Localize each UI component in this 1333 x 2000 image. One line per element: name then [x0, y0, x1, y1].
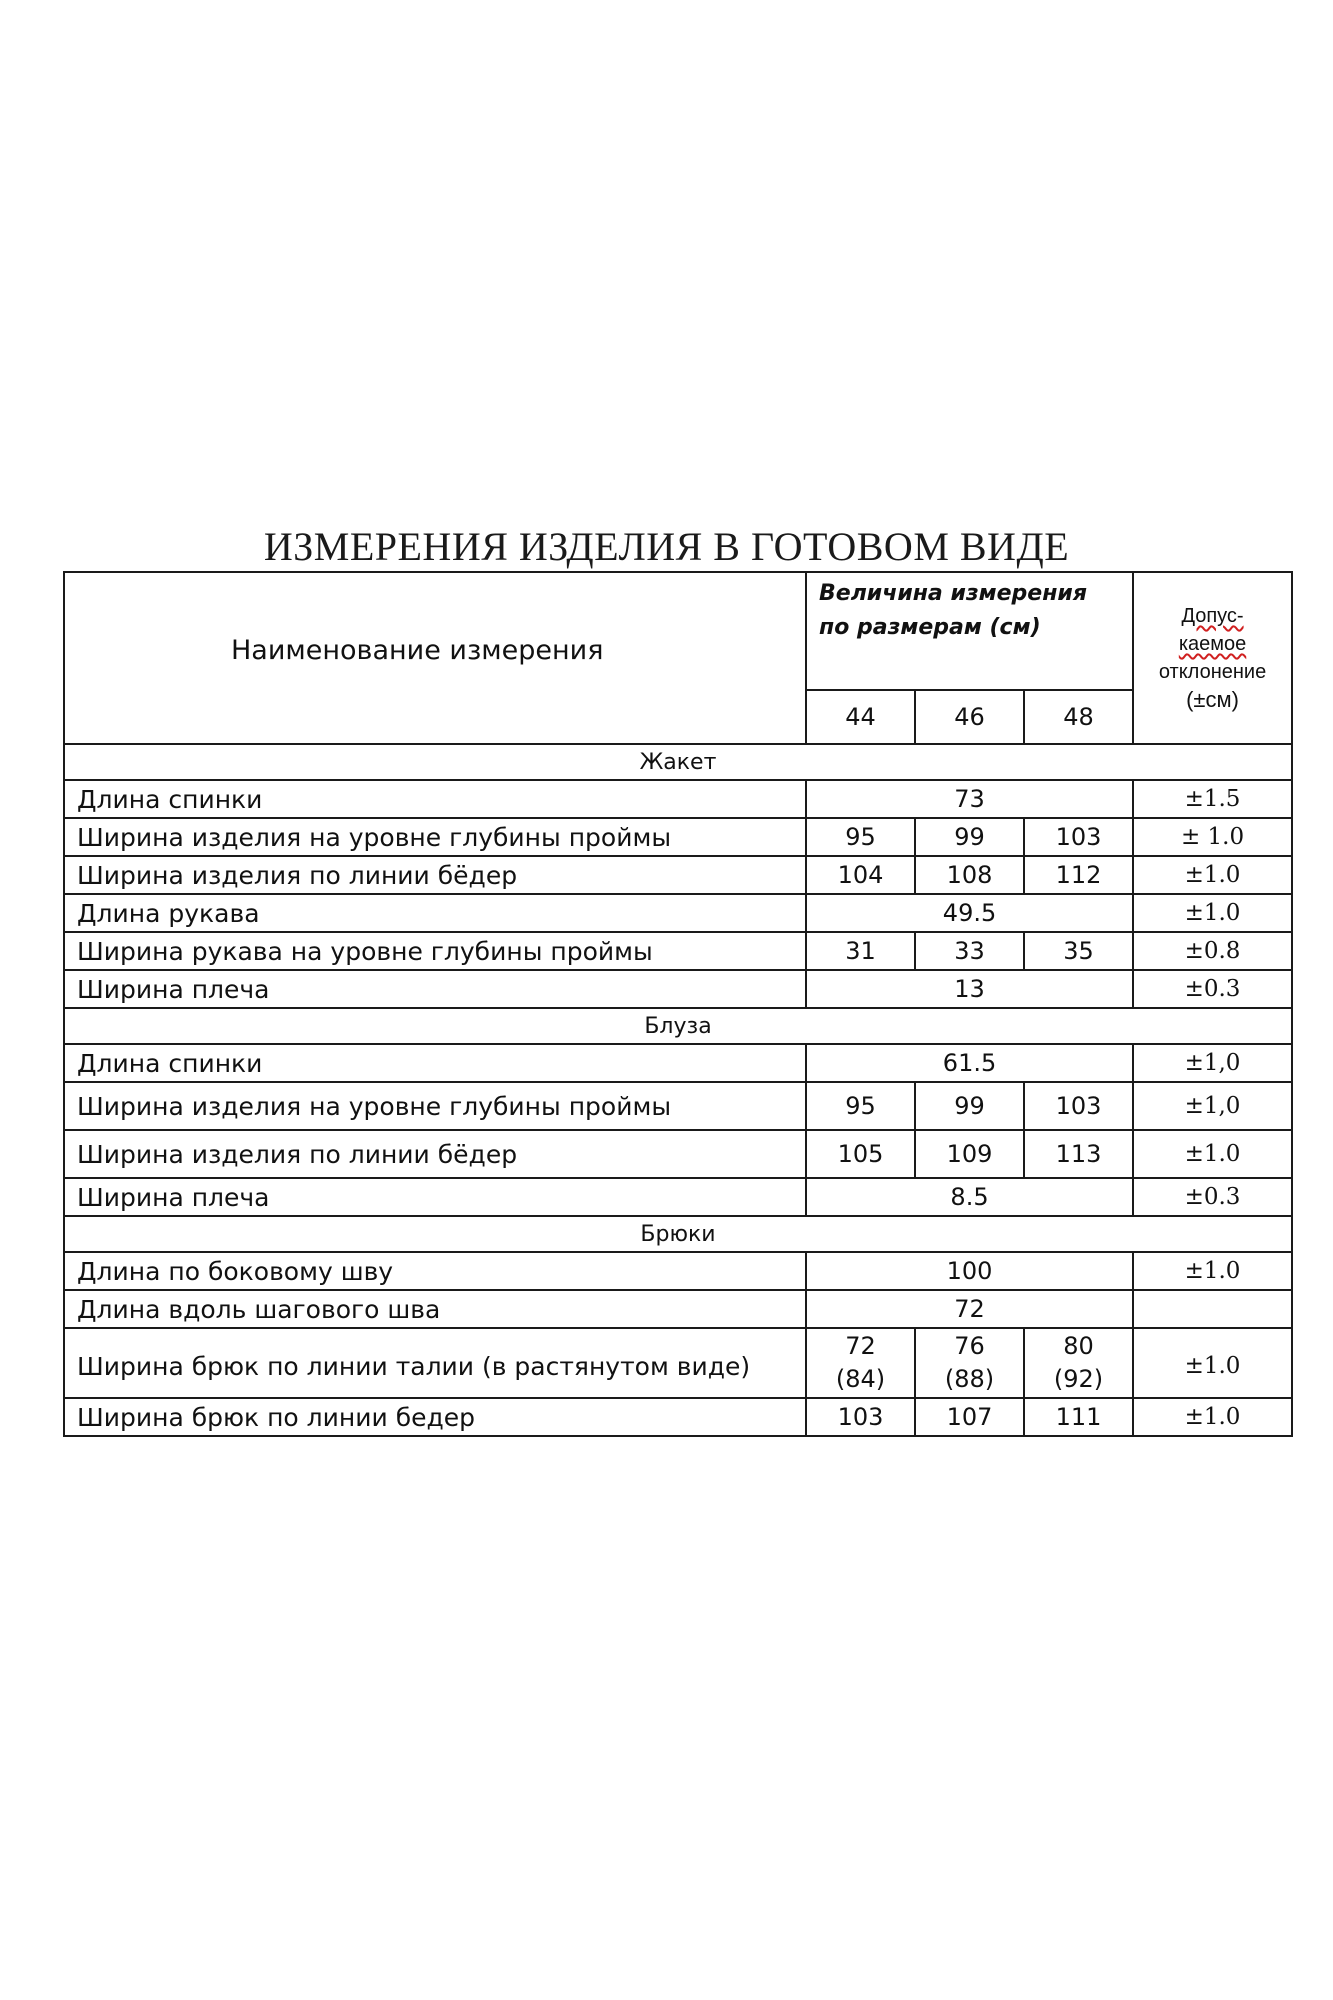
- table-body: [64, 744, 1292, 1436]
- document-title: ИЗМЕРЕНИЯ ИЗДЕЛИЯ В ГОТОВОМ ВИДЕ: [263, 524, 1070, 569]
- measurement-name: Длина спинки: [64, 780, 806, 818]
- table-row: [64, 1130, 1292, 1178]
- tolerance-value: ±0.3: [1133, 1178, 1292, 1216]
- section-row: [64, 1216, 1292, 1252]
- measurement-value-size-46: 33: [915, 932, 1024, 970]
- table-row: [64, 856, 1292, 894]
- table-row: [64, 1252, 1292, 1290]
- section-title: Брюки: [64, 1216, 1292, 1252]
- measurement-name: Ширина плеча: [64, 1178, 806, 1216]
- measurement-value-size-44: 31: [806, 932, 915, 970]
- measurement-value-size-48: 112: [1024, 856, 1133, 894]
- measurement-value-size-48: 103: [1024, 1082, 1133, 1130]
- table-row: [64, 818, 1292, 856]
- measurement-value-all-sizes: 13: [806, 970, 1133, 1008]
- measurement-value-size-48: 35: [1024, 932, 1133, 970]
- measurement-name: Ширина изделия на уровне глубины проймы: [64, 1082, 806, 1130]
- measurement-value-all-sizes: 8.5: [806, 1178, 1133, 1216]
- measurement-value-all-sizes: 100: [806, 1252, 1133, 1290]
- measurement-value-size-46: 107: [915, 1398, 1024, 1436]
- table-row: [64, 894, 1292, 932]
- section-row: [64, 1008, 1292, 1044]
- measurements-table: [63, 571, 1293, 1437]
- table-row: [64, 1398, 1292, 1436]
- tolerance-value: ±1.0: [1133, 1398, 1292, 1436]
- table-row: [64, 1290, 1292, 1328]
- tolerance-value: ±1.0: [1133, 1328, 1292, 1398]
- table-row: [64, 970, 1292, 1008]
- measurement-value-all-sizes: 49.5: [806, 894, 1133, 932]
- size-48: 48: [1024, 690, 1133, 744]
- size-46: 46: [915, 690, 1024, 744]
- measurement-value-stretched: (88): [944, 1365, 995, 1393]
- tolerance-value: [1133, 1290, 1292, 1328]
- measurement-value-all-sizes: 72: [806, 1290, 1133, 1328]
- header-tolerance: Допус- каемое отклонение (±см): [1133, 572, 1292, 744]
- measurement-value-stretched: (92): [1053, 1365, 1104, 1393]
- measurement-name: Ширина брюк по линии бедер: [64, 1398, 806, 1436]
- measurement-value-size-48: 113: [1024, 1130, 1133, 1178]
- measurement-name: Ширина изделия по линии бёдер: [64, 856, 806, 894]
- section-row: [64, 744, 1292, 780]
- tolerance-value: ±1.0: [1133, 1130, 1292, 1178]
- measurement-name: Ширина брюк по линии талии (в растянутом виде): [64, 1328, 806, 1398]
- measurement-name: Длина рукава: [64, 894, 806, 932]
- measurement-name: Ширина изделия на уровне глубины проймы: [64, 818, 806, 856]
- measurement-value-size-44: 95: [806, 1082, 915, 1130]
- header-row: [64, 572, 1292, 690]
- measurement-value: 76: [954, 1332, 985, 1360]
- measurement-value-size-44: 104: [806, 856, 915, 894]
- measurement-value-size-46: 99: [915, 818, 1024, 856]
- measurement-value-stretched: (84): [835, 1365, 886, 1393]
- header-size-group: Величина измерения по размерам (см): [806, 572, 1133, 690]
- tolerance-value: ± 1.0: [1133, 818, 1292, 856]
- measurement-name: Длина по боковому шву: [64, 1252, 806, 1290]
- table-row: [64, 1082, 1292, 1130]
- measurement-value-size-44: 95: [806, 818, 915, 856]
- measurement-value-size-46: 108: [915, 856, 1024, 894]
- tolerance-value: ±1.0: [1133, 856, 1292, 894]
- measurement-name: Длина вдоль шагового шва: [64, 1290, 806, 1328]
- tolerance-value: ±1.5: [1133, 780, 1292, 818]
- header-measurement-name: Наименование измерения: [64, 572, 806, 744]
- tolerance-value: ±0.8: [1133, 932, 1292, 970]
- measurement-value-size-48: 103: [1024, 818, 1133, 856]
- measurement-value-size-46: [915, 1328, 1024, 1398]
- tolerance-value: ±1.0: [1133, 1252, 1292, 1290]
- section-title: Жакет: [64, 744, 1292, 780]
- table-row: [64, 780, 1292, 818]
- measurement-name: Ширина рукава на уровне глубины проймы: [64, 932, 806, 970]
- table-row: [64, 1178, 1292, 1216]
- measurement-name: Длина спинки: [64, 1044, 806, 1082]
- measurement-value-size-46: 99: [915, 1082, 1024, 1130]
- measurement-value-size-44: [806, 1328, 915, 1398]
- table-row: [64, 932, 1292, 970]
- size-44: 44: [806, 690, 915, 744]
- measurement-value-size-48: 111: [1024, 1398, 1133, 1436]
- measurement-value: 80: [1063, 1332, 1094, 1360]
- tolerance-value: ±0.3: [1133, 970, 1292, 1008]
- table-row: [64, 1328, 1292, 1398]
- measurement-value-size-46: 109: [915, 1130, 1024, 1178]
- measurement-value: 72: [845, 1332, 876, 1360]
- tolerance-value: ±1,0: [1133, 1082, 1292, 1130]
- measurement-name: Ширина плеча: [64, 970, 806, 1008]
- tolerance-value: ±1.0: [1133, 894, 1292, 932]
- table-row: [64, 1044, 1292, 1082]
- measurement-value-all-sizes: 73: [806, 780, 1133, 818]
- section-title: Блуза: [64, 1008, 1292, 1044]
- measurement-value-all-sizes: 61.5: [806, 1044, 1133, 1082]
- tolerance-value: ±1,0: [1133, 1044, 1292, 1082]
- measurement-value-size-44: 103: [806, 1398, 915, 1436]
- measurement-value-size-44: 105: [806, 1130, 915, 1178]
- measurement-value-size-48: [1024, 1328, 1133, 1398]
- measurement-name: Ширина изделия по линии бёдер: [64, 1130, 806, 1178]
